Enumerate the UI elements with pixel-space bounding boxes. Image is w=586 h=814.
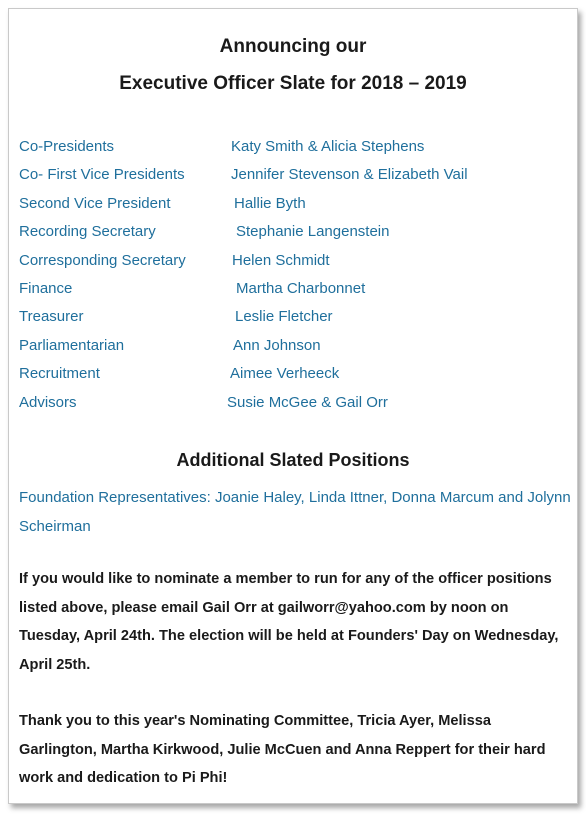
- slate-role: Corresponding Secretary: [19, 251, 186, 269]
- slate-name: Stephanie Langenstein: [236, 223, 390, 241]
- slate-row: [19, 251, 569, 279]
- slate-role: Co-Presidents: [19, 138, 115, 155]
- additional-positions-heading: Additional Slated Positions: [176, 450, 410, 470]
- thank-you-paragraph: Thank you to this year's Nominating Committee, Tricia Ayer, Melissa Garlington, Martha Kirkwood, Julie McCuen and Anna Reppert for their hard work and dedication to Pi Phi!: [19, 713, 546, 787]
- slate-name: Ann Johnson: [233, 336, 321, 354]
- officer-slate-list: [19, 137, 569, 421]
- slate-role: Advisors: [19, 393, 77, 411]
- slate-name: Leslie Fletcher: [235, 308, 333, 326]
- slate-row: [19, 364, 569, 392]
- slate-name: Katy Smith & Alicia Stephens: [231, 138, 425, 155]
- slate-title: Executive Officer Slate for 2018 – 2019: [119, 73, 467, 94]
- slate-row: [19, 137, 569, 165]
- slate-row: [19, 165, 569, 193]
- slate-row: [19, 222, 569, 250]
- slate-role: Second Vice President: [19, 194, 171, 212]
- slate-row: [19, 336, 569, 364]
- slate-row: [19, 393, 569, 421]
- slate-name: Jennifer Stevenson & Elizabeth Vail: [231, 166, 468, 184]
- slate-name: Aimee Verheeck: [230, 365, 340, 383]
- nomination-paragraph: If you would like to nominate a member to run for any of the officer positions listed above, please email Gail Orr at gailworr@yahoo.com by noon on Tuesday, April 24th. The election will be held at Founders' Day on Wednesday, April 25th.: [19, 571, 559, 673]
- slate-role: Treasurer: [19, 308, 84, 326]
- slate-row: [19, 194, 569, 222]
- slate-role: Finance: [19, 279, 73, 297]
- announcement-card: [8, 8, 578, 804]
- slate-row: [19, 279, 569, 307]
- slate-name: Helen Schmidt: [232, 251, 330, 269]
- slate-name: Susie McGee & Gail Orr: [227, 393, 388, 411]
- announcement-heading: Announcing our: [219, 36, 367, 57]
- foundation-representatives: Foundation Representatives: Joanie Haley, Linda Ittner, Donna Marcum and Jolynn Scheirman: [19, 489, 571, 535]
- slate-row: [19, 307, 569, 335]
- slate-name: Hallie Byth: [234, 194, 306, 212]
- slate-role: Recording Secretary: [19, 223, 156, 241]
- slate-role: Parliamentarian: [19, 336, 125, 354]
- slate-role: Co- First Vice Presidents: [19, 166, 185, 184]
- slate-role: Recruitment: [19, 365, 100, 383]
- slate-name: Martha Charbonnet: [236, 279, 366, 297]
